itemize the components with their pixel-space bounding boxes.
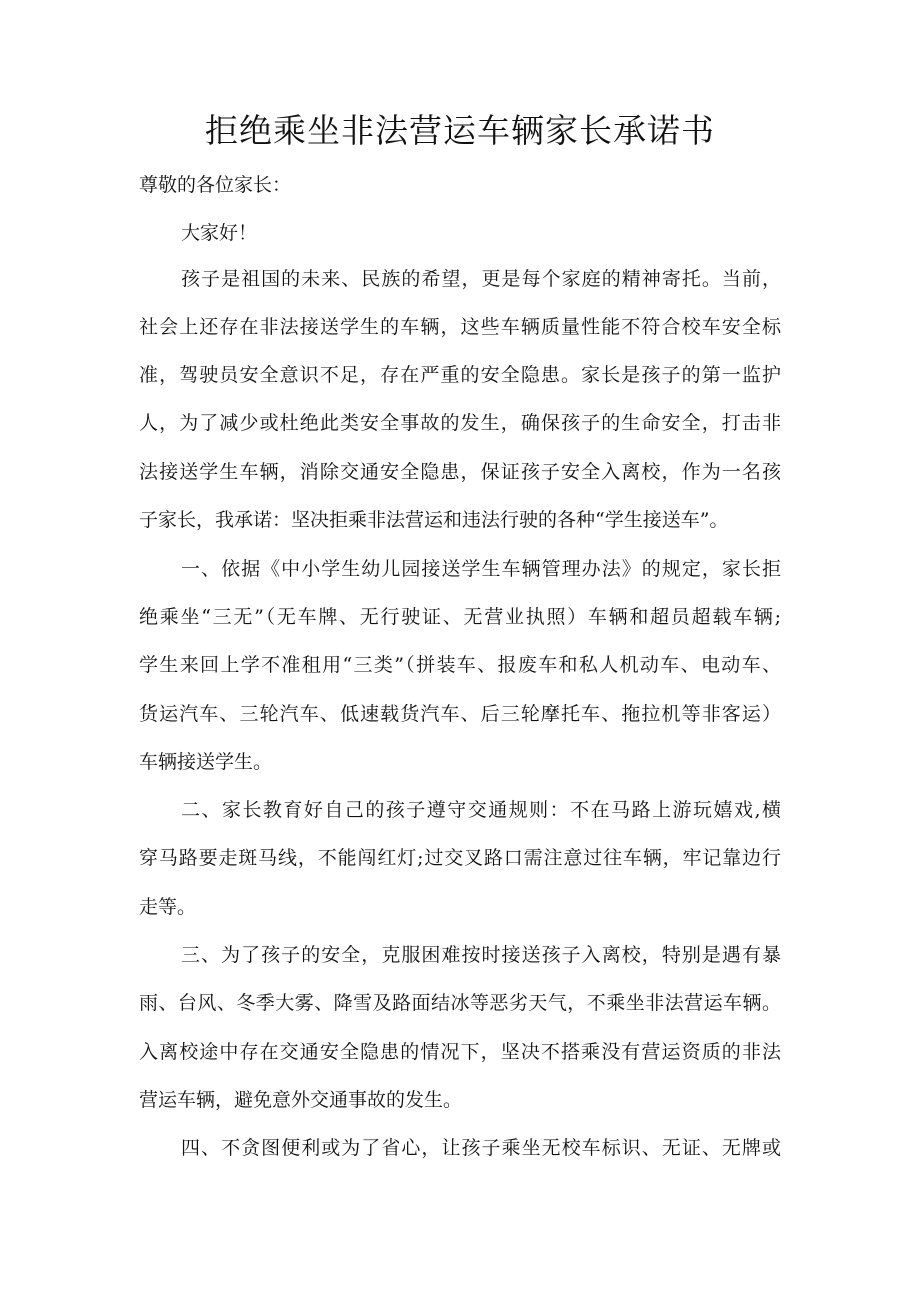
paragraph-line: 车辆接送学生。 [139, 751, 273, 773]
paragraph-line: 学生来回上学不准租用“三类”（拼装车、报废车和私人机动车、电动车、 [139, 654, 781, 676]
paragraph-line: 绝乘坐“三无”（无车牌、无行驶证、无营业执照）车辆和超员超载车辆; [139, 606, 781, 628]
paragraph-line: 准，驾驶员安全意识不足，存在严重的安全隐患。家长是孩子的第一监护 [139, 364, 781, 386]
salutation: 尊敬的各位家长： [139, 174, 292, 196]
paragraph-line: 子家长，我承诺：坚决拒乘非法营运和违法行驶的各种“学生接送车”。 [139, 509, 729, 531]
document-title: 拒绝乘坐非法营运车辆家长承诺书 [205, 111, 715, 150]
paragraph-line: 入离校途中存在交通安全隐患的情况下，坚决不搭乘没有营运资质的非法 [139, 1041, 781, 1063]
paragraph-line: 孩子是祖国的未来、民族的希望，更是每个家庭的精神寄托。当前， [181, 268, 781, 290]
paragraph-line: 社会上还存在非法接送学生的车辆，这些车辆质量性能不符合校车安全标 [139, 316, 781, 338]
paragraph-line: 人，为了减少或杜绝此类安全事故的发生，确保孩子的生命安全，打击非 [139, 412, 781, 434]
paragraph-line: 货运汽车、三轮汽车、低速载货汽车、后三轮摩托车、拖拉机等非客运） [139, 703, 781, 725]
paragraph-line: 雨、台风、冬季大雾、降雪及路面结冰等恶劣天气，不乘坐非法营运车辆。 [139, 992, 781, 1014]
paragraph-line: 一、依据《中小学生幼儿园接送学生车辆管理办法》的规定，家长拒 [181, 558, 781, 580]
paragraph-line: 穿马路要走斑马线，不能闯红灯;过交叉路口需注意过往车辆，牢记靠边行 [139, 847, 781, 869]
paragraph-line: 二、家长教育好自己的孩子遵守交通规则：不在马路上游玩嬉戏,横 [181, 799, 781, 821]
paragraph-line: 营运车辆，避免意外交通事故的发生。 [139, 1089, 463, 1111]
paragraph-line: 法接送学生车辆，消除交通安全隐患，保证孩子安全入离校，作为一名孩 [139, 461, 781, 483]
paragraph-line: 三、为了孩子的安全，克服困难按时接送孩子入离校，特别是遇有暴 [181, 944, 781, 966]
greeting: 大家好！ [181, 222, 258, 244]
paragraph-line: 四、不贪图便利或为了省心，让孩子乘坐无校车标识、无证、无牌或 [181, 1137, 781, 1159]
paragraph-line: 走等。 [139, 896, 197, 918]
